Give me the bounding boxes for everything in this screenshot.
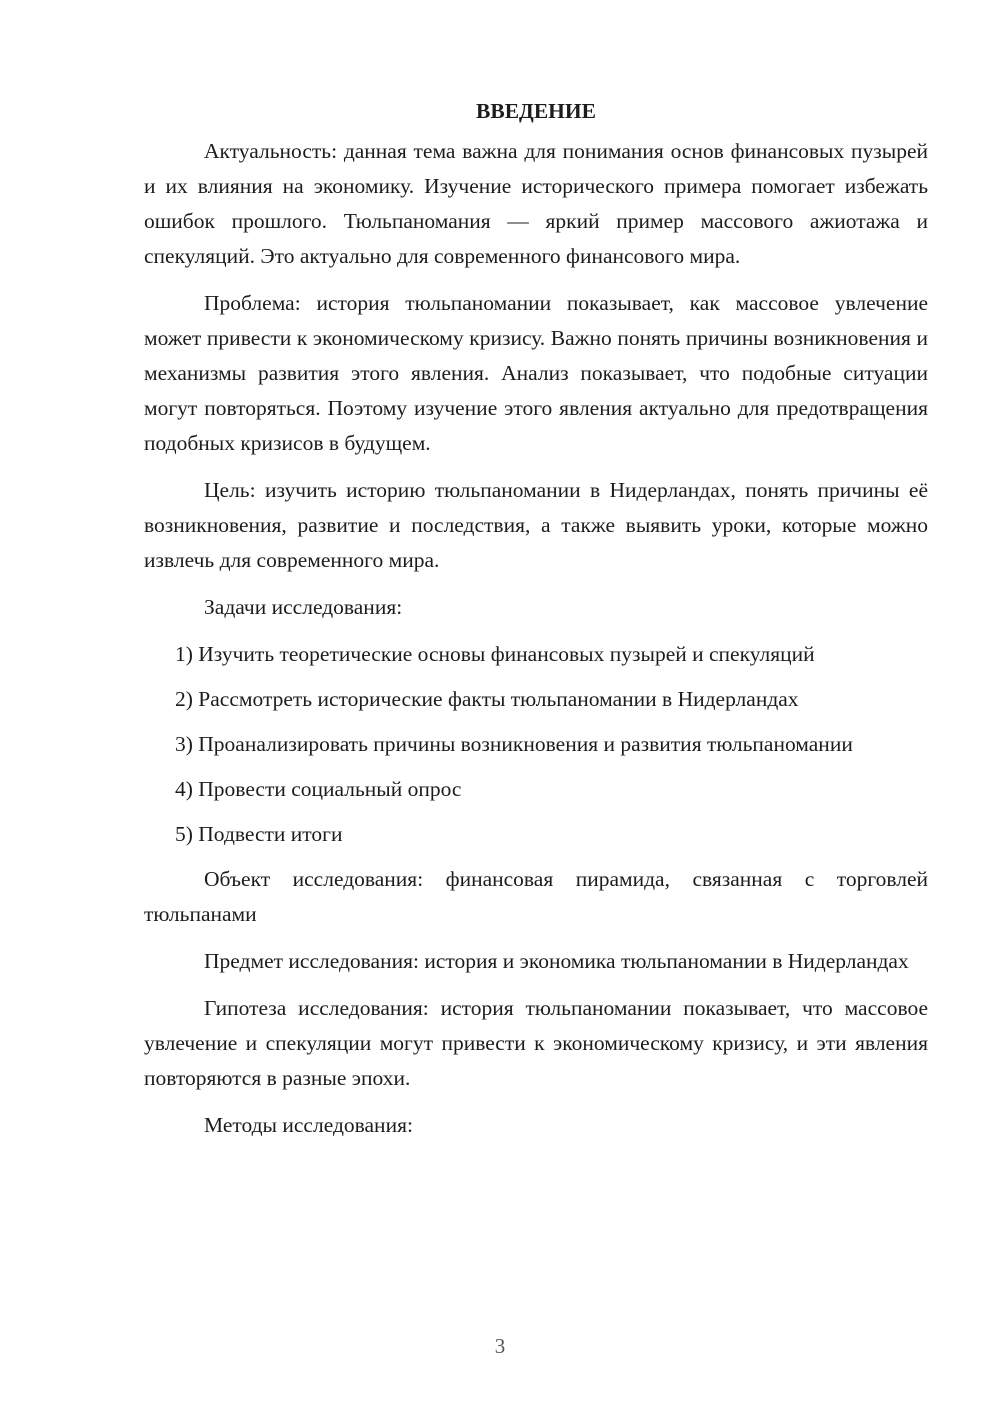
page-content (144, 96, 928, 1155)
task-item-4: 4) Провести социальный опрос (175, 777, 462, 801)
task-item-3: 3) Проанализировать причины возникновения и развития тюльпаномании (175, 732, 853, 756)
paragraph-object: Объект исследования: финансовая пирамида, связанная с торговлей тюльпанами (144, 867, 928, 926)
task-item-2: 2) Рассмотреть исторические факты тюльпаномании в Нидерландах (175, 687, 799, 711)
page-number: 3 (494, 1334, 506, 1358)
paragraph-hypothesis: Гипотеза исследования: история тюльпаномании показывает, что массовое увлечение и спекуляции могут привести к экономическому кризису, и эти явления повторяются в разные эпохи. (144, 996, 928, 1090)
methods-heading: Методы исследования: (204, 1113, 413, 1137)
paragraph-problem: Проблема: история тюльпаномании показывает, как массовое увлечение может привести к экономическому кризису. Важно понять причины возникновения и механизмы развития этого явления. Анализ показывает, что подобные ситуации могут повторяться. Поэтому изучение этого явления актуально для предотвращения подобных кризисов в будущем. (144, 291, 928, 455)
paragraph-relevance: Актуальность: данная тема важна для понимания основ финансовых пузырей и их влияния на экономику. Изучение исторического примера помогает избежать ошибок прошлого. Тюльпаномания — яркий пример массового ажиотажа и спекуляций. Это актуально для современного финансового мира. (144, 139, 928, 268)
paragraph-goal: Цель: изучить историю тюльпаномании в Нидерландах, понять причины её возникновения, развитие и последствия, а также выявить уроки, которые можно извлечь для современного мира. (144, 478, 928, 572)
paragraph-subject: Предмет исследования: история и экономика тюльпаномании в Нидерландах (204, 949, 909, 973)
tasks-heading: Задачи исследования: (204, 595, 403, 619)
task-item-1: 1) Изучить теоретические основы финансовых пузырей и спекуляций (175, 642, 815, 666)
section-title: ВВЕДЕНИЕ (476, 99, 596, 123)
task-item-5: 5) Подвести итоги (175, 822, 343, 846)
